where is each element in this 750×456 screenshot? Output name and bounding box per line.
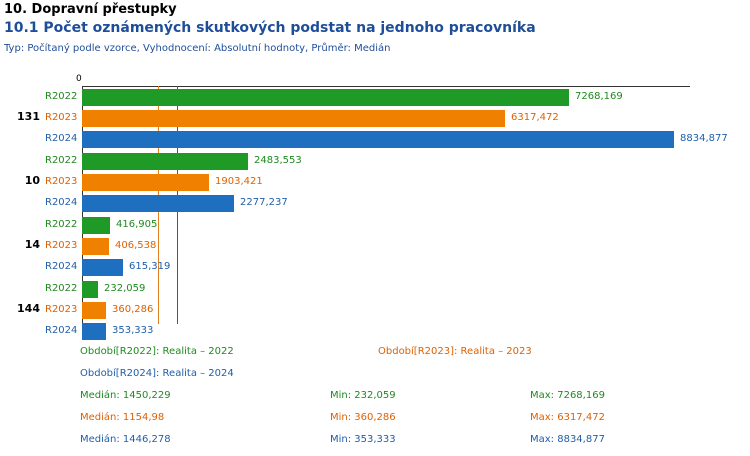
bar-row bbox=[0, 130, 750, 150]
bar-2023[interactable] bbox=[82, 302, 106, 319]
group-label: 144 bbox=[17, 302, 40, 315]
axis-zero-tick-label: 0 bbox=[76, 74, 82, 84]
bar-category-label: R2023 bbox=[45, 176, 78, 187]
bar-2022[interactable] bbox=[82, 217, 110, 234]
bar-category-label: R2024 bbox=[45, 133, 78, 144]
bar-category-label: R2022 bbox=[45, 91, 78, 102]
legend-row bbox=[0, 368, 750, 390]
bar-value-label: 2483,553 bbox=[254, 155, 302, 166]
bar-row bbox=[0, 88, 750, 108]
bar-row bbox=[0, 237, 750, 257]
bar-2024[interactable] bbox=[82, 259, 123, 276]
bar-group-144 bbox=[0, 280, 750, 344]
group-label: 14 bbox=[24, 238, 40, 251]
stat-min-2023: Min: 360,286 bbox=[330, 412, 396, 423]
bar-category-label: R2023 bbox=[45, 240, 78, 251]
chart-title: 10.1 Počet oznámených skutkových podstat na jednoho pracovníka bbox=[4, 20, 536, 36]
bar-row bbox=[0, 173, 750, 193]
bar-value-label: 615,319 bbox=[129, 261, 171, 272]
bar-value-label: 406,538 bbox=[115, 240, 157, 251]
chart-plot-area bbox=[0, 60, 750, 336]
bar-value-label: 1903,421 bbox=[215, 176, 263, 187]
bar-value-label: 8834,877 bbox=[680, 133, 728, 144]
bar-category-label: R2022 bbox=[45, 219, 78, 230]
bar-2022[interactable] bbox=[82, 281, 98, 298]
bar-group-10 bbox=[0, 152, 750, 216]
bar-category-label: R2024 bbox=[45, 261, 78, 272]
legend-item-2023: Období[R2023]: Realita – 2023 bbox=[378, 346, 532, 357]
stats-row-2023 bbox=[0, 412, 750, 434]
stat-median-2023: Medián: 1154,98 bbox=[80, 412, 165, 423]
stat-max-2022: Max: 7268,169 bbox=[530, 390, 605, 401]
bar-category-label: R2024 bbox=[45, 197, 78, 208]
stat-max-2024: Max: 8834,877 bbox=[530, 434, 605, 445]
bar-category-label: R2024 bbox=[45, 325, 78, 336]
stat-median-2022: Medián: 1450,229 bbox=[80, 390, 171, 401]
bar-2023[interactable] bbox=[82, 238, 109, 255]
group-label: 10 bbox=[24, 174, 40, 187]
bar-row bbox=[0, 194, 750, 214]
chart-legend bbox=[0, 340, 750, 450]
bar-row bbox=[0, 301, 750, 321]
bar-value-label: 6317,472 bbox=[511, 112, 559, 123]
chart-meta: Typ: Počítaný podle vzorce, Vyhodnocení: Absolutní hodnoty, Průměr: Medián bbox=[4, 43, 391, 54]
bar-value-label: 416,905 bbox=[116, 219, 158, 230]
bar-value-label: 353,333 bbox=[112, 325, 154, 336]
stat-median-2024: Medián: 1446,278 bbox=[80, 434, 171, 445]
page-title: 10. Dopravní přestupky bbox=[4, 2, 177, 17]
bar-row bbox=[0, 216, 750, 236]
bar-2024[interactable] bbox=[82, 131, 674, 148]
bar-row bbox=[0, 109, 750, 129]
bar-group-14 bbox=[0, 216, 750, 280]
bar-value-label: 7268,169 bbox=[575, 91, 623, 102]
bar-category-label: R2022 bbox=[45, 283, 78, 294]
bar-row bbox=[0, 258, 750, 278]
bar-2023[interactable] bbox=[82, 110, 505, 127]
bar-2024[interactable] bbox=[82, 195, 234, 212]
legend-item-2024: Období[R2024]: Realita – 2024 bbox=[80, 368, 234, 379]
bar-2022[interactable] bbox=[82, 89, 569, 106]
bar-row bbox=[0, 322, 750, 342]
stat-min-2024: Min: 353,333 bbox=[330, 434, 396, 445]
bar-row bbox=[0, 152, 750, 172]
bar-value-label: 360,286 bbox=[112, 304, 154, 315]
bar-value-label: 232,059 bbox=[104, 283, 146, 294]
bar-2024[interactable] bbox=[82, 323, 106, 340]
bar-value-label: 2277,237 bbox=[240, 197, 288, 208]
bar-category-label: R2023 bbox=[45, 304, 78, 315]
bar-category-label: R2022 bbox=[45, 155, 78, 166]
stat-min-2022: Min: 232,059 bbox=[330, 390, 396, 401]
stat-max-2023: Max: 6317,472 bbox=[530, 412, 605, 423]
bar-2022[interactable] bbox=[82, 153, 248, 170]
bar-group-131 bbox=[0, 88, 750, 152]
legend-item-2022: Období[R2022]: Realita – 2022 bbox=[80, 346, 234, 357]
bar-category-label: R2023 bbox=[45, 112, 78, 123]
bar-row bbox=[0, 280, 750, 300]
bar-2023[interactable] bbox=[82, 174, 209, 191]
axis-top-line bbox=[82, 86, 690, 87]
stats-row-2024 bbox=[0, 434, 750, 456]
legend-row bbox=[0, 346, 750, 368]
stats-row-2022 bbox=[0, 390, 750, 412]
group-label: 131 bbox=[17, 110, 40, 123]
